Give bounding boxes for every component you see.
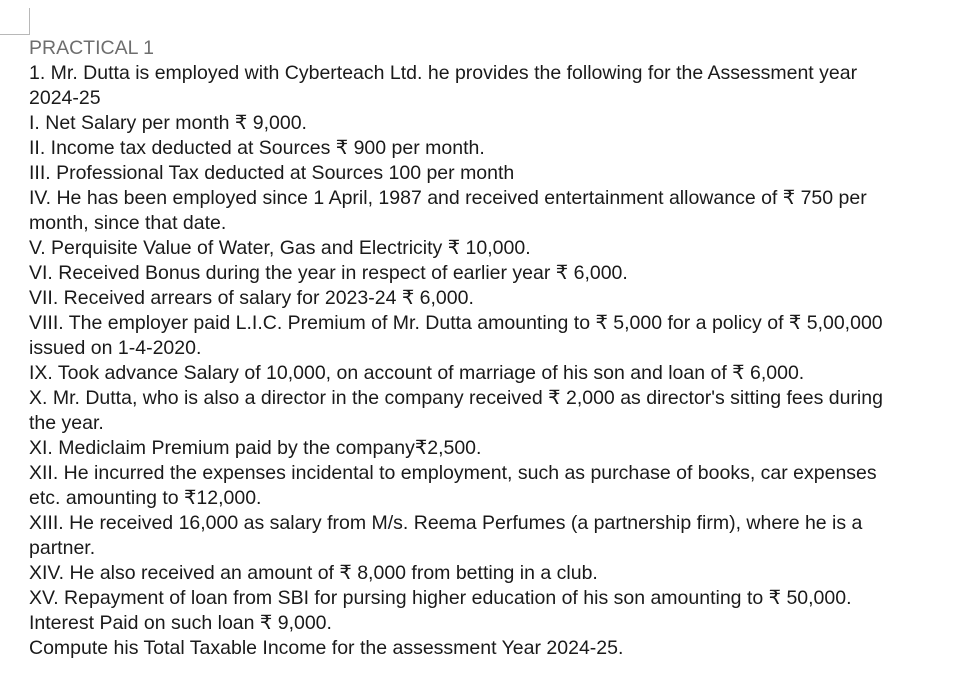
item-iii-professional-tax: III. Professional Tax deducted at Sources 100 per month <box>29 162 515 184</box>
item-xiii-partnership-salary: XIII. He received 16,000 as salary from M/s. Reema Perfumes (a partnership firm), where he is a <box>29 512 863 534</box>
question-intro-line-2: 2024-25 <box>29 87 101 109</box>
item-v-perquisite: V. Perquisite Value of Water, Gas and Electricity ₹ 10,000. <box>29 237 531 259</box>
item-xv-interest: Interest Paid on such loan ₹ 9,000. <box>29 612 332 634</box>
item-i-net-salary: I. Net Salary per month ₹ 9,000. <box>29 112 307 134</box>
item-iv-entertainment-allowance: IV. He has been employed since 1 April, 1987 and received entertainment allowance of ₹ 750 per <box>29 187 867 209</box>
item-xii-continued: etc. amounting to ₹12,000. <box>29 487 262 509</box>
item-xi-mediclaim: XI. Mediclaim Premium paid by the company₹2,500. <box>29 437 482 459</box>
item-ii-income-tax: II. Income tax deducted at Sources ₹ 900 per month. <box>29 137 485 159</box>
item-ix-advance-salary: IX. Took advance Salary of 10,000, on account of marriage of his son and loan of ₹ 6,000. <box>29 362 805 384</box>
item-vi-bonus: VI. Received Bonus during the year in respect of earlier year ₹ 6,000. <box>29 262 628 284</box>
item-vii-arrears: VII. Received arrears of salary for 2023-24 ₹ 6,000. <box>29 287 474 309</box>
item-x-continued: the year. <box>29 412 104 434</box>
margin-corner-mark-vertical <box>29 8 30 35</box>
item-xii-expenses: XII. He incurred the expenses incidental to employment, such as purchase of books, car expenses <box>29 462 877 484</box>
item-viii-continued: issued on 1-4-2020. <box>29 337 202 359</box>
practical-heading: PRACTICAL 1 <box>29 37 154 59</box>
item-xiii-continued: partner. <box>29 537 96 559</box>
item-iv-continued: month, since that date. <box>29 212 227 234</box>
item-xv-loan-repayment: XV. Repayment of loan from SBI for pursing higher education of his son amounting to ₹ 50,000. <box>29 587 852 609</box>
question-intro-line-1: 1. Mr. Dutta is employed with Cyberteach Ltd. he provides the following for the Assessment year <box>29 62 858 84</box>
item-viii-lic-premium: VIII. The employer paid L.I.C. Premium of Mr. Dutta amounting to ₹ 5,000 for a policy of ₹ 5,00,000 <box>29 312 883 334</box>
item-x-sitting-fees: X. Mr. Dutta, who is also a director in the company received ₹ 2,000 as director's sitting fees during <box>29 387 883 409</box>
margin-corner-mark <box>0 34 30 35</box>
compute-instruction: Compute his Total Taxable Income for the assessment Year 2024-25. <box>29 637 624 659</box>
document-body <box>29 36 959 661</box>
item-xiv-betting: XIV. He also received an amount of ₹ 8,000 from betting in a club. <box>29 562 598 584</box>
